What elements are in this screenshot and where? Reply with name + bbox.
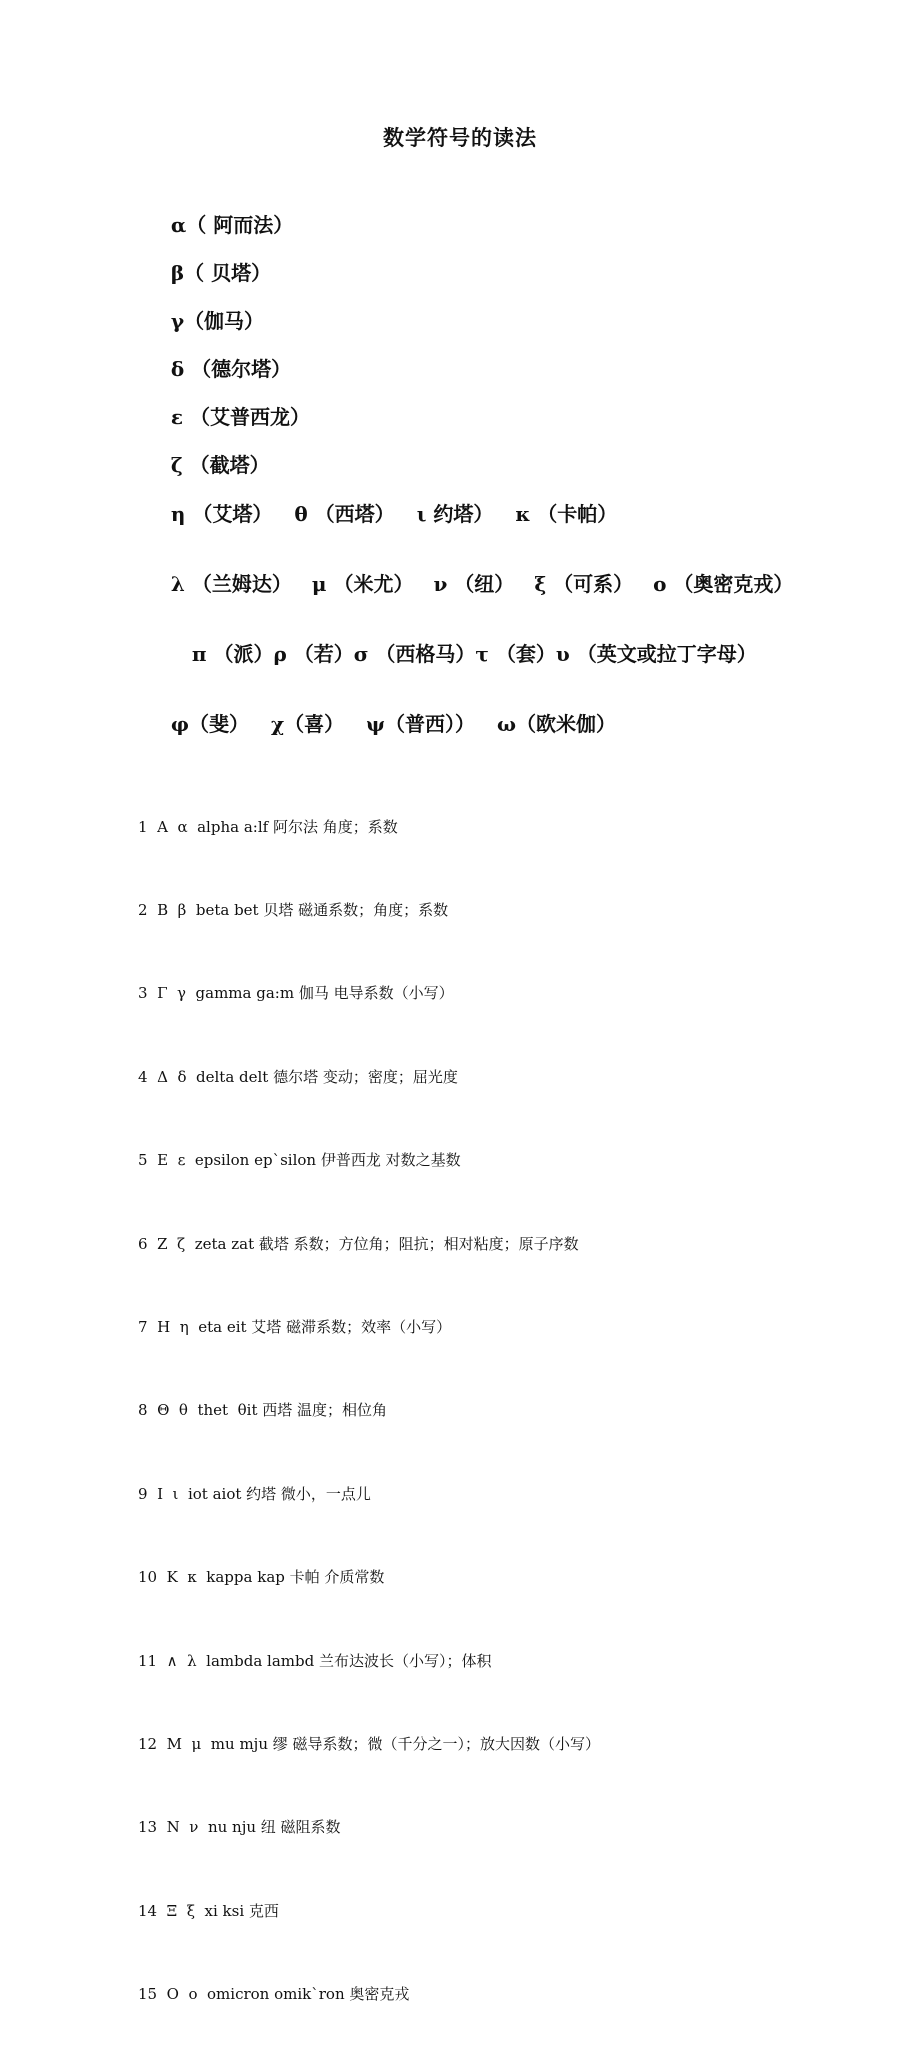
greek-entry: χ（喜） — [270, 712, 345, 736]
list-item: 2 Β β beta bet 贝塔 磁通系数；角度；系数 — [138, 900, 449, 919]
greek-entry: ω（欧米伽） — [496, 712, 616, 736]
greek-entry: η （艾塔） — [170, 502, 273, 526]
greek-entry: φ（斐） — [170, 712, 249, 736]
greek-entry: ν （纽） — [433, 572, 515, 596]
greek-reference-list — [138, 758, 600, 2064]
greek-entry: ξ （可系） — [534, 572, 634, 596]
list-item: 8 Θ θ thet θit 西塔 温度；相位角 — [138, 1401, 388, 1420]
list-item: 6 Ζ ζ zeta zat 截塔 系数；方位角；阻抗；相对粘度；原子序数 — [138, 1234, 579, 1253]
greek-line-lambda-omicron — [143, 554, 793, 614]
list-item: 12 Μ μ mu mju 缪 磁导系数；微（千分之一）；放大因数（小写） — [138, 1734, 601, 1753]
greek-entry: ψ（普西）） — [366, 712, 475, 736]
list-item: 14 Ξ ξ xi ksi 克西 — [138, 1901, 279, 1920]
list-item: 11 ∧ λ lambda lambd 兰布达波长（小写）；体积 — [138, 1651, 492, 1670]
greek-line-eta-kappa — [143, 484, 617, 544]
greek-entry: ι 约塔） — [416, 502, 494, 526]
greek-entry: κ （卡帕） — [515, 502, 618, 526]
greek-entry: β（ 贝塔） — [170, 261, 272, 285]
list-item: 13 Ν ν nu nju 纽 磁阻系数 — [138, 1818, 341, 1837]
list-item: 7 Η η eta eit 艾塔 磁滞系数；效率（小写） — [138, 1317, 452, 1336]
greek-entry: ζ （截塔） — [170, 453, 270, 477]
greek-line-pi-upsilon — [164, 624, 757, 684]
list-item: 4 Δ δ delta delt 德尔塔 变动；密度；屈光度 — [138, 1067, 458, 1086]
list-item: 5 Ε ε epsilon ep`silon 伊普西龙 对数之基数 — [138, 1151, 461, 1170]
greek-line-phi-omega — [143, 694, 616, 754]
list-item: 9 Ι ι iot aiot 约塔 微小，一点儿 — [138, 1484, 371, 1503]
list-item: 15 Ο ο omicron omik`ron 奥密克戎 — [138, 1985, 410, 2004]
greek-entry: ε （艾普西龙） — [170, 405, 310, 429]
greek-entry: α（ 阿而法） — [170, 213, 294, 237]
greek-entry: π （派）ρ （若）σ （西格马）τ （套）υ （英文或拉丁字母） — [191, 642, 757, 666]
greek-entry: γ（伽马） — [170, 309, 265, 333]
greek-entry: θ （西塔） — [294, 502, 395, 526]
list-item: 1 Α α alpha a:lf 阿尔法 角度；系数 — [138, 817, 398, 836]
greek-entry: δ （德尔塔） — [170, 357, 292, 381]
greek-entry: λ （兰姆达） — [170, 572, 292, 596]
greek-entry: μ （米尤） — [311, 572, 414, 596]
greek-entry: ο （奥密克戎） — [653, 572, 794, 596]
document-title: 数学符号的读法 — [383, 125, 537, 150]
list-item: 10 Κ κ kappa kap 卡帕 介质常数 — [138, 1568, 385, 1587]
list-item: 3 Γ γ gamma ga:m 伽马 电导系数（小写） — [138, 984, 454, 1003]
